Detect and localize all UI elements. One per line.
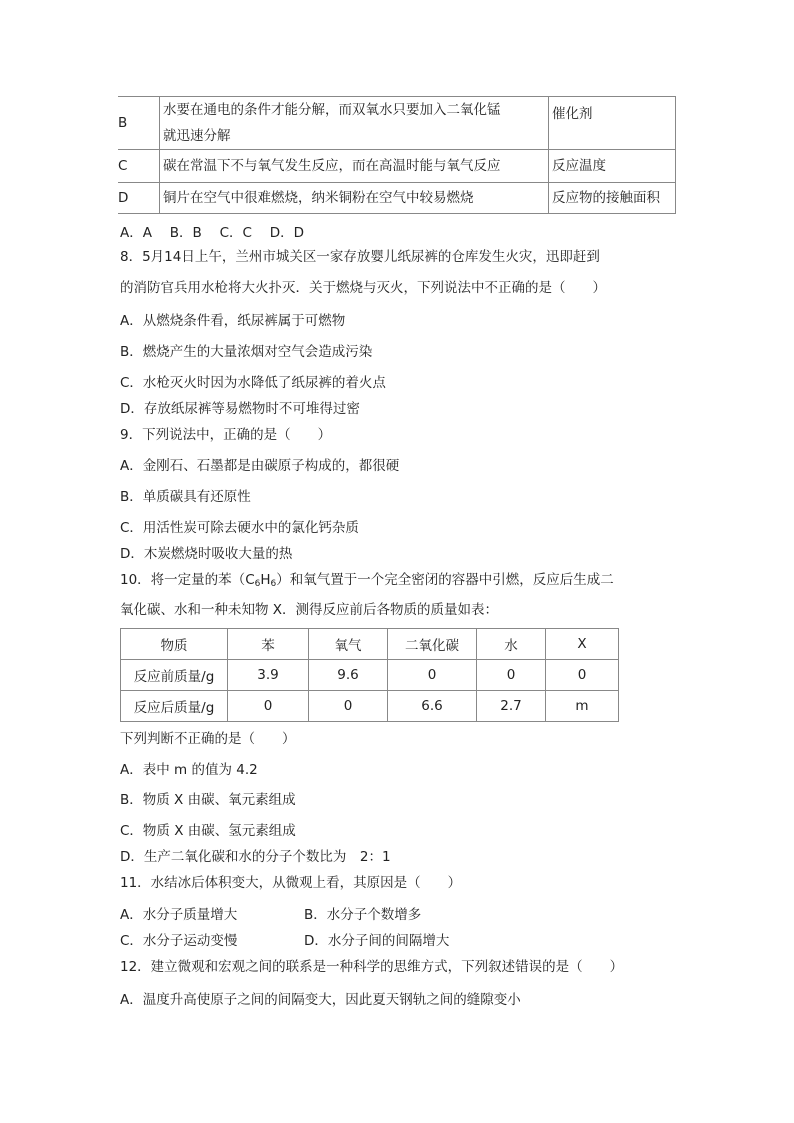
table-cell: 0 [309, 691, 388, 722]
table-header-cell: X [546, 629, 619, 660]
q9-option-c: C．用活性炭可除去硬水中的氯化钙杂质 [120, 520, 359, 536]
table-row [118, 183, 676, 214]
q10-stem-line1 [120, 574, 614, 589]
table-cell: 6.6 [388, 691, 477, 722]
benzene-formula-c: C [245, 572, 255, 588]
q11-option-d: D．水分子间的间隔增大 [304, 933, 450, 949]
q10-stem-pre: 10．将一定量的苯（ [120, 572, 246, 588]
q11-option-c: C．水分子运动变慢 [120, 933, 238, 949]
table-cell: 2.7 [477, 691, 546, 722]
q8-option-d: D．存放纸尿裤等易燃物时不可堆得过密 [120, 401, 360, 417]
q10-mass-table [120, 628, 619, 722]
row-label: B [118, 97, 160, 150]
q7-table [118, 96, 676, 214]
table-header-cell: 二氧化碳 [388, 629, 477, 660]
q11-option-a: A．水分子质量增大 [120, 907, 238, 923]
q12-stem: 12．建立微观和宏观之间的联系是一种科学的思维方式，下列叙述错误的是（ ） [120, 959, 624, 975]
q10-stem-line2: 氧化碳、水和一种未知物 X．测得反应前后各物质的质量如表： [120, 602, 499, 618]
benzene-formula-sub: 6 [270, 579, 277, 589]
row-factor: 反应物的接触面积 [549, 183, 676, 214]
table-header-cell: 氧气 [309, 629, 388, 660]
q10-option-d: D．生产二氧化碳和水的分子个数比为 2：1 [120, 849, 391, 865]
row-fact: 铜片在空气中很难燃烧，纳米铜粉在空气中较易燃烧 [160, 183, 549, 214]
row-fact [160, 97, 549, 150]
q9-stem: 9．下列说法中，正确的是（ ） [120, 427, 332, 443]
table-row [118, 150, 676, 183]
row-fact-line1: 水要在通电的条件才能分解，而双氧水只要加入二氧化锰 [163, 102, 501, 118]
q10-stem-post: ）和氧气置于一个完全密闭的容器中引燃，反应后生成二 [276, 572, 614, 588]
benzene-formula-sub: 6 [254, 579, 261, 589]
q8-stem-line1: 8．5月14日上午，兰州市城关区一家存放婴儿纸尿裤的仓库发生火灾，迅即赶到 [120, 249, 600, 265]
q10-option-a: A．表中 m 的值为 4.2 [120, 762, 258, 778]
row-label: D [118, 183, 160, 214]
table-header-row [121, 629, 619, 660]
table-cell: 0 [228, 691, 309, 722]
table-row [121, 660, 619, 691]
q9-option-b: B．单质碳具有还原性 [120, 489, 251, 505]
q8-option-c: C．水枪灭火时因为水降低了纸尿裤的着火点 [120, 375, 386, 391]
q12-option-a: A．温度升高使原子之间的间隔变大，因此夏天钢轨之间的缝隙变小 [120, 992, 521, 1008]
row-label: C [118, 150, 160, 183]
table-cell: 0 [477, 660, 546, 691]
q10-option-c: C．物质 X 由碳、氢元素组成 [120, 823, 296, 839]
q10-prompt: 下列判断不正确的是（ ） [120, 731, 296, 747]
row-factor: 反应温度 [549, 150, 676, 183]
table-cell: 0 [388, 660, 477, 691]
table-cell: m [546, 691, 619, 722]
table-cell: 9.6 [309, 660, 388, 691]
q10-option-b: B．物质 X 由碳、氧元素组成 [120, 792, 296, 808]
table-header-cell: 物质 [121, 629, 228, 660]
q8-option-a: A．从燃烧条件看，纸尿裤属于可燃物 [120, 313, 346, 329]
q11-stem: 11．水结冰后体积变大，从微观上看，其原因是（ ） [120, 875, 462, 891]
table-cell: 反应前质量/g [121, 660, 228, 691]
q11-option-b: B．水分子个数增多 [304, 907, 422, 923]
row-fact: 碳在常温下不与氧气发生反应，而在高温时能与氧气反应 [160, 150, 549, 183]
q9-option-a: A．金刚石、石墨都是由碳原子构成的，都很硬 [120, 458, 400, 474]
q8-stem-line2: 的消防官兵用水枪将大火扑灭．关于燃烧与灭火，下列说法中不正确的是（ ） [120, 280, 606, 296]
table-cell: 3.9 [228, 660, 309, 691]
q7-options: A．A B．B C．C D．D [120, 225, 305, 241]
q9-option-d: D．木炭燃烧时吸收大量的热 [120, 546, 293, 562]
table-cell: 反应后质量/g [121, 691, 228, 722]
q8-option-b: B．燃烧产生的大量浓烟对空气会造成污染 [120, 344, 373, 360]
table-cell: 0 [546, 660, 619, 691]
table-row [121, 691, 619, 722]
row-fact-line2: 就迅速分解 [163, 128, 231, 144]
table-header-cell: 苯 [228, 629, 309, 660]
table-header-cell: 水 [477, 629, 546, 660]
table-row [118, 97, 676, 150]
benzene-formula-h: H [260, 572, 271, 588]
row-factor: 催化剂 [549, 97, 676, 150]
